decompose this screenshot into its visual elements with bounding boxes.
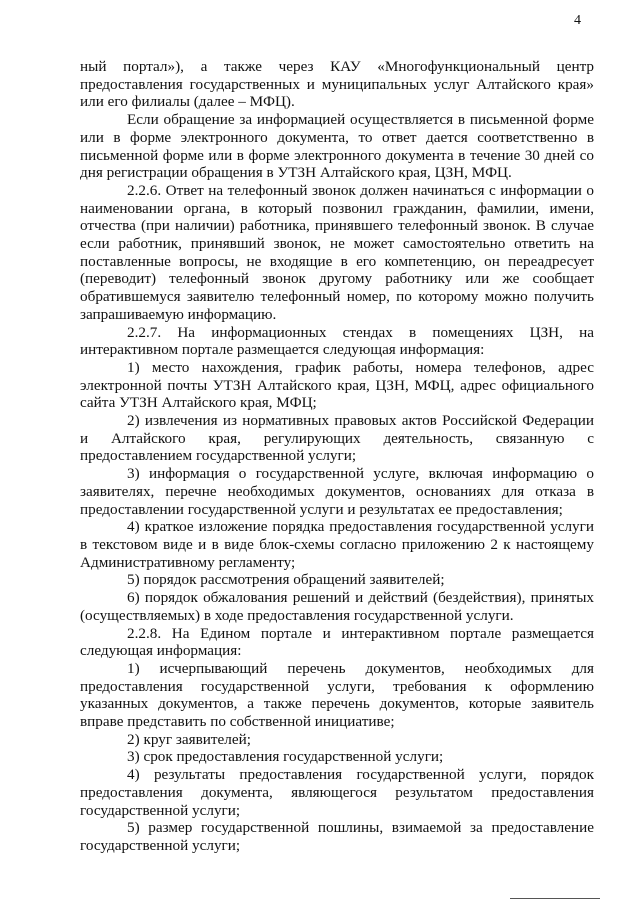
paragraph: 2.2.7. На информационных стендах в помещениях ЦЗН, на интерактивном портале размещается следующая информация: [80,323,594,359]
paragraph: 2) круг заявителей; [127,730,251,748]
page-number: 4 [574,13,581,28]
document-body [80,58,594,855]
paragraph: 5) размер государственной пошлины, взимаемой за предоставление государственной услуги; [80,819,594,854]
paragraph: 2) извлечения из нормативных правовых актов Российской Федерации и Алтайского края, регулирующих деятельность, связанную с предоставлением государственной услуги; [80,412,594,465]
paragraph: 5) порядок рассмотрения обращений заявителей; [127,571,445,589]
bottom-edge-line [510,898,600,899]
paragraph: 1) место нахождения, график работы, номера телефонов, адрес электронной почты УТЗН Алтайского края, ЦЗН, МФЦ, адрес официального сайта УТЗН Алтайского края, МФЦ; [80,358,594,412]
paragraph: 3) информация о государственной услуге, включая информацию о заявителях, перечне необходимых документов, основаниях для отказа в предоставлении государственной услуги и результатах ее предоставления; [80,465,594,518]
paragraph: 4) краткое изложение порядка предоставления государственной услуги в текстовом виде и в виде блок-схемы согласно приложению 2 к настоящему Административному регламенту; [80,518,594,571]
paragraph: 2.2.6. Ответ на телефонный звонок должен начинаться с информации о наименовании органа, в который позвонил гражданин, фамилии, имени, отчества (при наличии) работника, принявшего телефонный звонок. В случае если работник, принявший звонок, не может самостоятельно ответить на поставленные вопросы, не входящие в его компетенцию, он переадресует (переводит) телефонный звонок другому работнику или же сообщает обратившемуся заявителю телефонный номер, по которому можно получить запрашиваемую информацию. [80,181,594,323]
paragraph: 2.2.8. На Едином портале и интерактивном портале размещается следующая информация: [80,624,594,660]
paragraph: 6) порядок обжалования решений и действий (бездействия), принятых (осуществляемых) в ходе предоставления государственной услуги. [80,589,594,624]
paragraph: ный портал»), а также через КАУ «Многофункциональный центр предоставления государственных и муниципальных услуг Алтайского края» или его филиалы (далее – МФЦ). [80,58,594,111]
paragraph: Если обращение за информацией осуществляется в письменной форме или в форме электронного документа, то ответ дается соответственно в письменной форме или в форме электронного документа в течение 30 дней со дня регистрации обращения в УТЗН Алтайского края, ЦЗН, МФЦ. [80,111,594,182]
paragraph: 1) исчерпывающий перечень документов, необходимых для предоставления государственной услуги, требования к оформлению указанных документов, а также перечень документов, которые заявитель вправе представить по собственной инициативе; [80,659,594,731]
paragraph: 3) срок предоставления государственной услуги; [127,748,444,766]
paragraph: 4) результаты предоставления государственной услуги, порядок предоставления документа, являющегося результатом предоставления государственной услуги; [80,766,594,819]
